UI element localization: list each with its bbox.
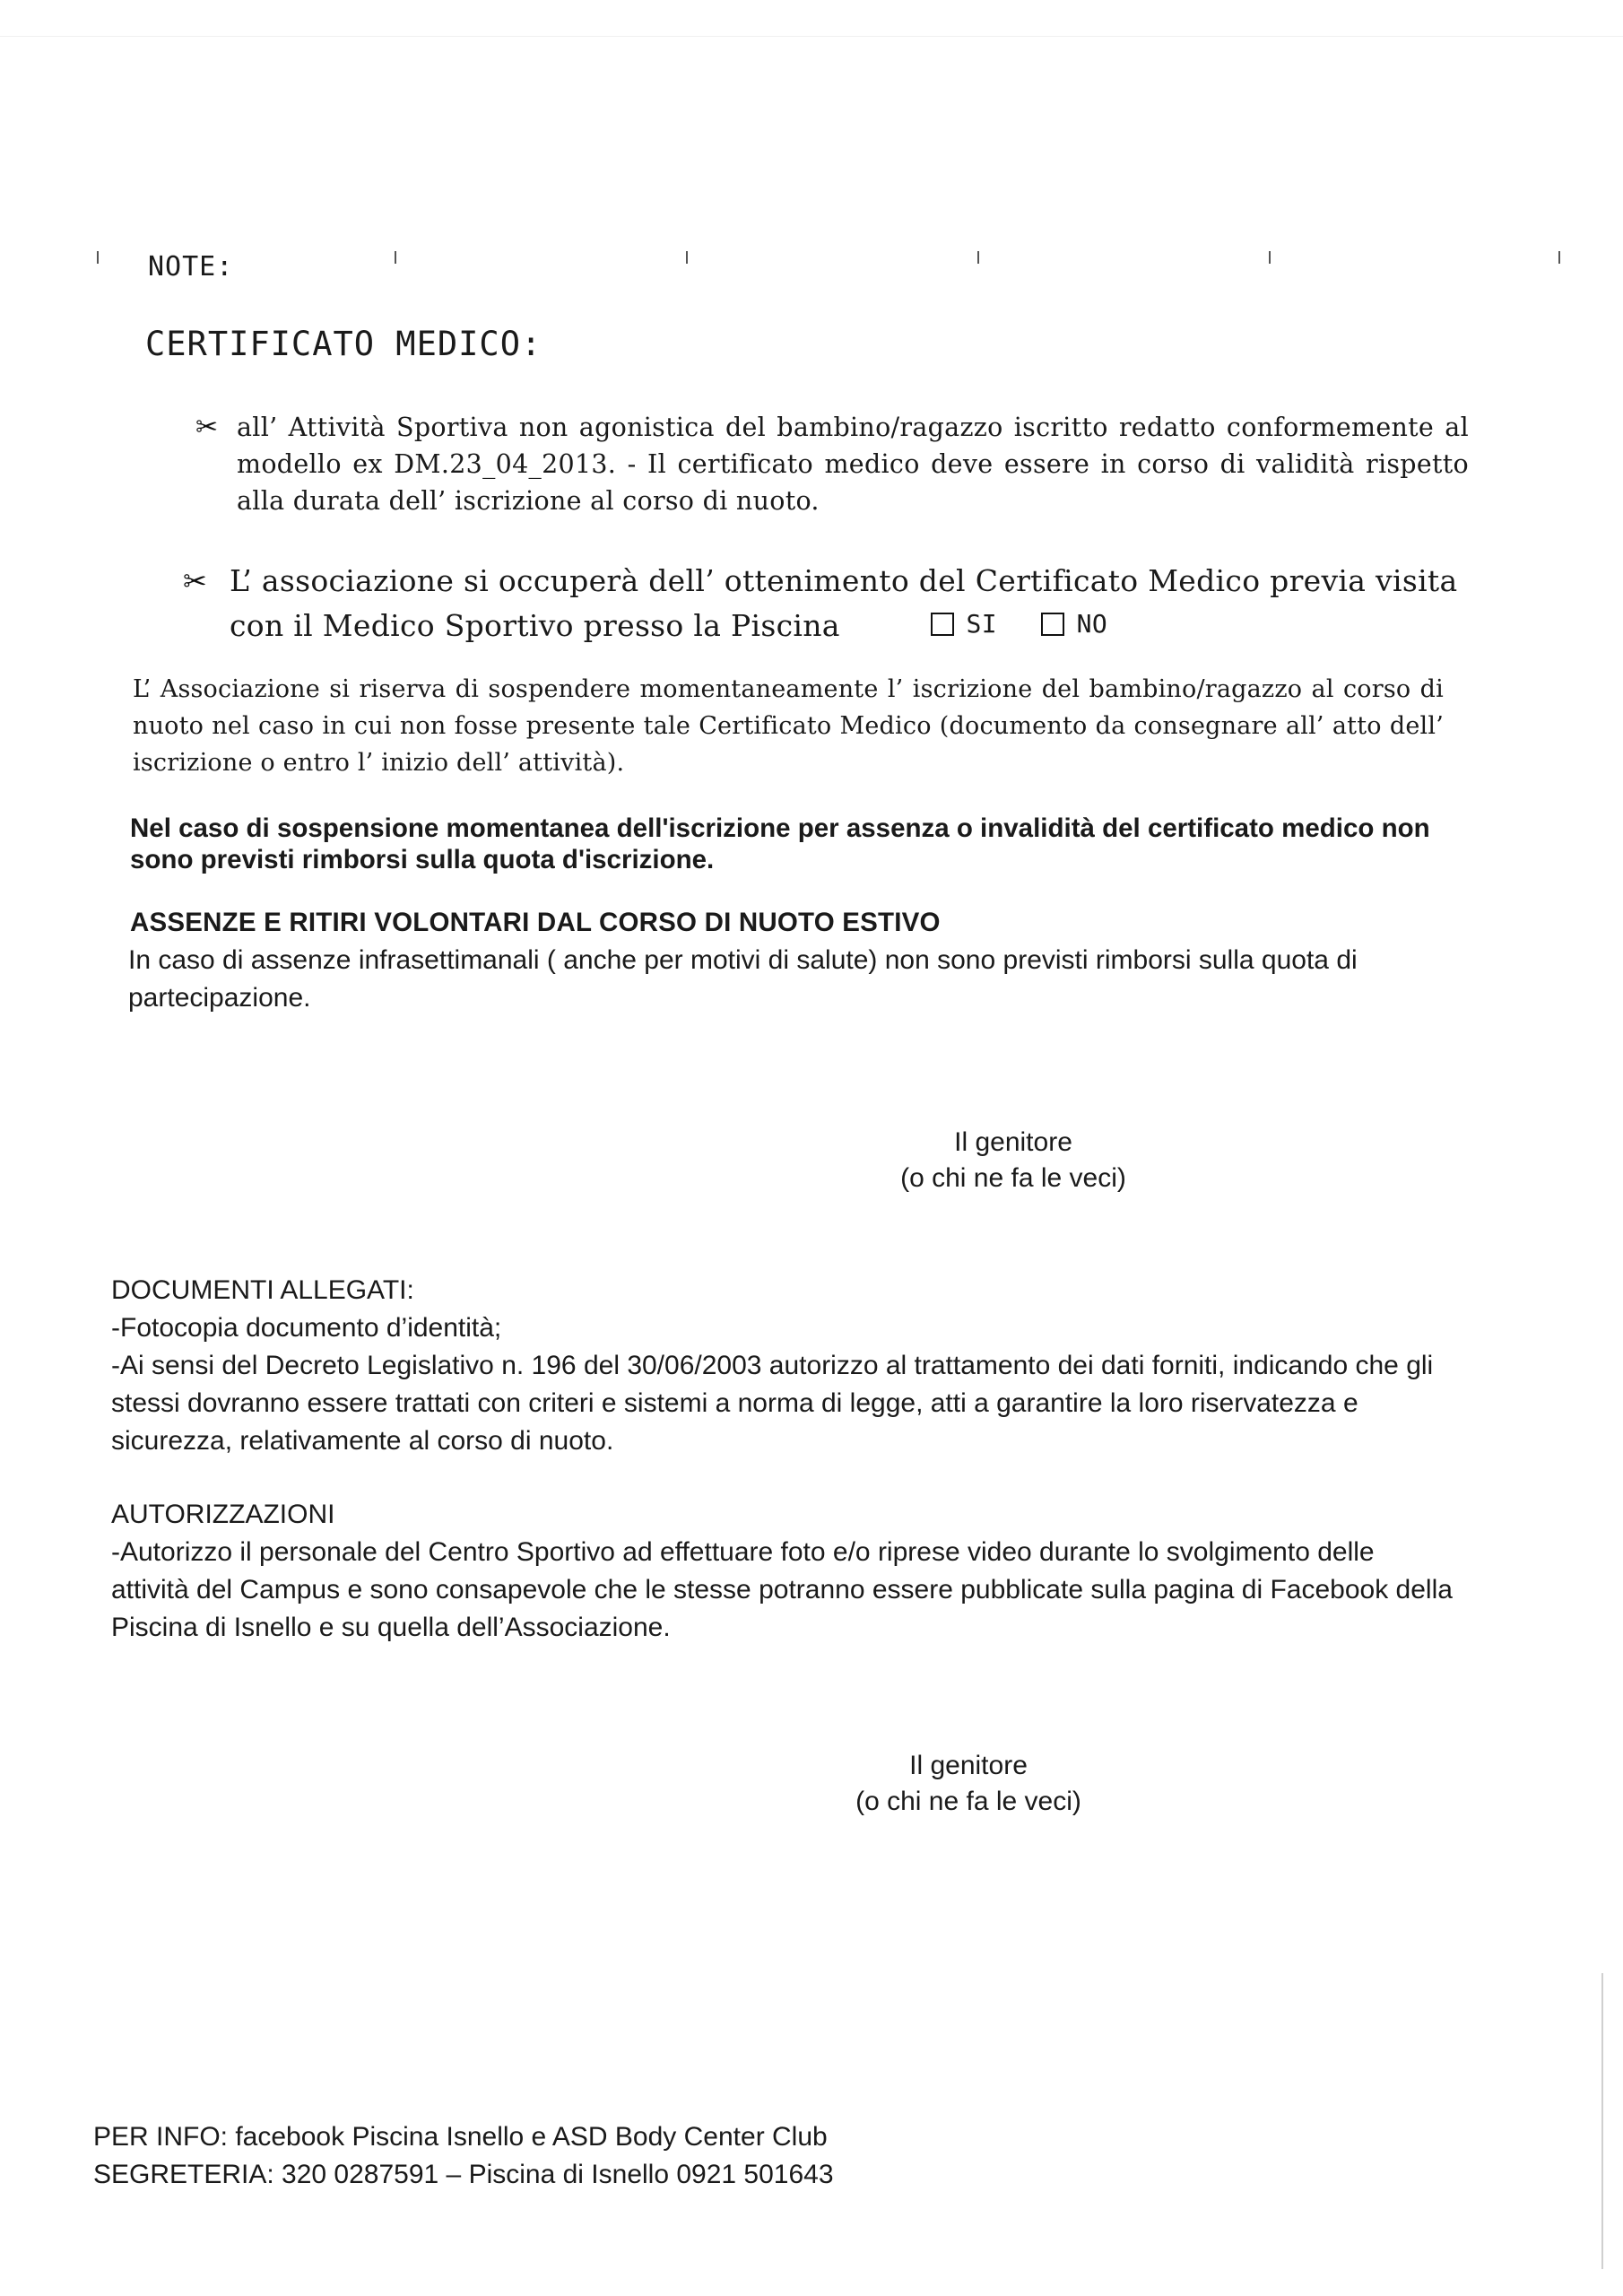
- certificato-bullet-1-text: all’ Attività Sportiva non agonistica del bambino/ragazzo iscritto redatto conformemente al modello ex DM.23_04_2013. - Il certificato medico deve essere in corso di validità rispetto alla durata dell’ iscrizione al corso di nuoto.: [237, 413, 1469, 516]
- certificato-medico-heading: CERTIFICATO MEDICO:: [145, 325, 542, 363]
- certificato-bullet-2-label: L’ associazione si occuperà dell’ ottenimento del Certificato Medico previa visita con il Medico Sportivo presso la Piscina: [230, 563, 1458, 643]
- scan-edge-line: [1601, 1973, 1603, 2269]
- scissors-icon: ✂: [183, 564, 207, 598]
- certificato-bullet-2-text: [230, 560, 1474, 648]
- autorizzazioni-section: [111, 1496, 1456, 1647]
- note-tick-mark: [977, 251, 979, 264]
- note-tick-mark: [1558, 251, 1560, 264]
- signature-subtitle: (o chi ne fa le veci): [855, 1787, 1081, 1816]
- footer-contacts: [93, 2118, 1169, 2194]
- note-tick-mark: [97, 251, 99, 264]
- checkbox-si-label: SI: [966, 609, 997, 639]
- certificato-bullet-1: [195, 409, 1469, 519]
- checkbox-square-icon[interactable]: [1041, 613, 1064, 636]
- assenze-heading: ASSENZE E RITIRI VOLONTARI DAL CORSO DI NUOTO ESTIVO: [130, 908, 941, 937]
- signature-title: Il genitore: [909, 1751, 1028, 1780]
- checkbox-no-label: NO: [1076, 609, 1107, 639]
- signature-block-1: [852, 1125, 1175, 1196]
- documenti-heading: DOCUMENTI ALLEGATI:: [111, 1275, 414, 1305]
- note-tick-mark: [395, 251, 396, 264]
- documenti-item-privacy: -Ai sensi del Decreto Legislativo n. 196 del 30/06/2003 autorizzo al trattamento dei dati forniti, indicando che gli stessi dovranno essere trattati con criteri e sistemi a norma di legge, atti a garantire la loro riservatezza e sicurezza, relativamente al corso di nuoto.: [111, 1351, 1434, 1456]
- documenti-item-fotocopia: -Fotocopia documento d’identità;: [111, 1313, 502, 1343]
- signature-block-2: [807, 1748, 1130, 1820]
- riserva-paragraph: L’ Associazione si riserva di sospendere momentaneamente l’ iscrizione del bambino/ragazzo al corso di nuoto nel caso in cui non fosse presente tale Certificato Medico (documento da consegnare all’ atto dell’ iscrizione o entro l’ inizio dell’ attività).: [133, 675, 1444, 777]
- checkbox-no[interactable]: [1041, 603, 1107, 646]
- documenti-allegati-section: [111, 1272, 1456, 1460]
- checkbox-square-icon[interactable]: [931, 613, 954, 636]
- scan-top-band: [0, 36, 1623, 37]
- note-tick-mark: [686, 251, 688, 264]
- signature-subtitle: (o chi ne fa le veci): [900, 1163, 1126, 1193]
- footer-segreteria: SEGRETERIA: 320 0287591 – Piscina di Isnello 0921 501643: [93, 2160, 834, 2189]
- note-tick-mark: [1269, 251, 1271, 264]
- autorizzazioni-text: -Autorizzo il personale del Centro Sportivo ad effettuare foto e/o riprese video durante lo svolgimento delle attività del Campus e sono consapevole che le stesse potranno essere pubblicate sulla pagina di Facebook della Piscina di Isnello e su quella dell’Associazione.: [111, 1537, 1453, 1642]
- footer-info: PER INFO: facebook Piscina Isnello e ASD Body Center Club: [93, 2122, 828, 2152]
- sospensione-notice: Nel caso di sospensione momentanea dell'iscrizione per assenza o invalidità del certificato medico non sono previsti rimborsi sulla quota d'iscrizione.: [130, 813, 1430, 874]
- checkbox-si[interactable]: [931, 603, 997, 646]
- assenze-paragraph: In caso di assenze infrasettimanali ( anche per motivi di salute) non sono previsti rimborsi sulla quota di partecipazione.: [128, 945, 1358, 1013]
- certificato-bullet-2: [183, 560, 1474, 648]
- scissors-icon: ✂: [195, 412, 219, 443]
- signature-title: Il genitore: [954, 1127, 1072, 1157]
- note-label: NOTE:: [148, 251, 234, 283]
- autorizzazioni-heading: AUTORIZZAZIONI: [111, 1500, 335, 1529]
